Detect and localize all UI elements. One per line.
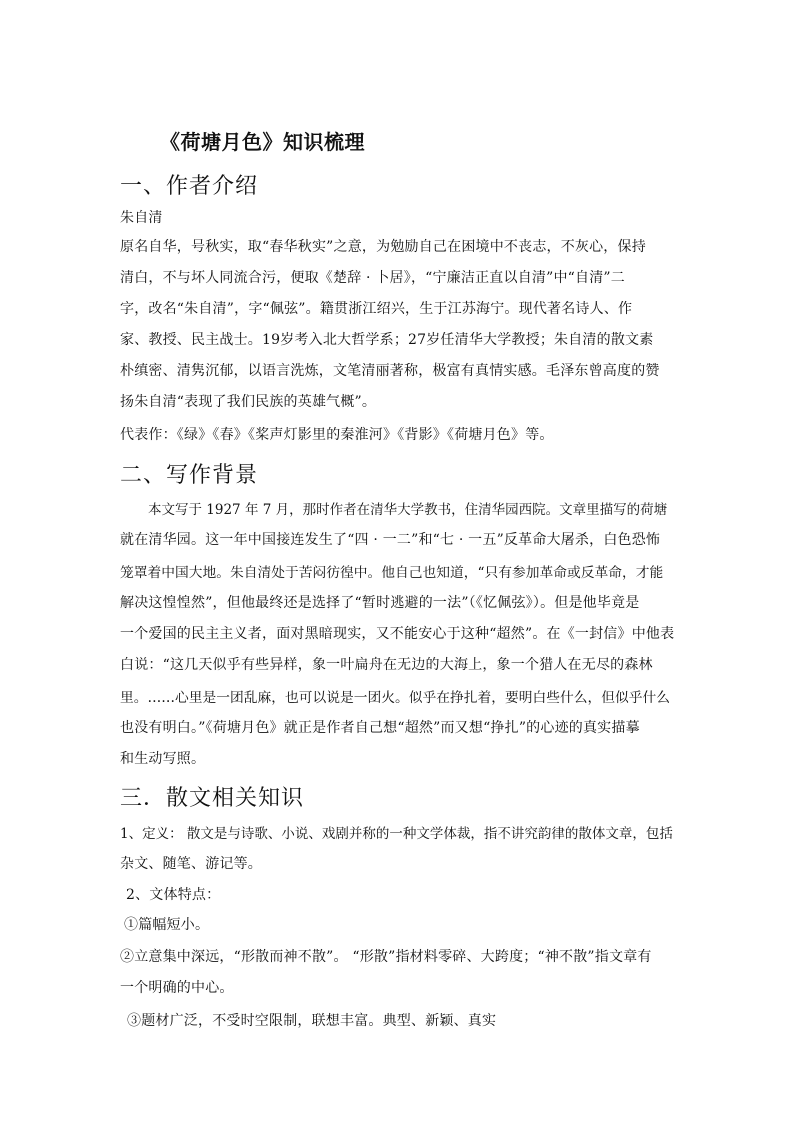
background-line: 笼罩着中国大地。朱自清处于苦闷彷徨中。他自己也知道，“只有参加革命或反革命，才能 [120,565,664,581]
prose-feature-2-line: 一个明确的中心。 [120,980,234,996]
prose-definition-line: 1、定义： 散文是与诗歌、小说、戏剧并称的一种文学体裁，指不讲究韵律的散体文章，包括 [120,826,673,842]
background-line: 和生动写照。 [120,751,206,767]
section-heading-background: 二、写作背景 [120,463,259,488]
background-line: 也没有明白。”《荷塘月色》就正是作者自己想“超然”而又想“挣扎”的心迹的真实描摹 [120,720,640,736]
prose-feature-3: ③题材广泛，不受时空限制，联想丰富。典型、新颖、真实 [127,1013,497,1029]
background-line: 一个爱国的民主主义者，面对黑暗现实，又不能安心于这种“超然”。在《一封信》中他表 [120,626,675,642]
author-works: 代表作：《绿》《春》《桨声灯影里的秦淮河》《背影》《荷塘月色》等。 [120,427,554,443]
author-bio-line: 原名自华，号秋实，取“春华秋实”之意，为勉励自己在困境中不丧志，不灰心，保持 [120,239,646,255]
prose-feature-1: ①篇幅短小。 [124,917,210,933]
document-title: 《荷塘月色》知识梳理 [160,130,365,154]
section-heading-author: 一、作者介绍 [120,174,259,199]
author-bio-line: 朴缜密、清隽沉郁，以语言洗炼，文笔清丽著称，极富有真情实感。毛泽东曾高度的赞 [120,363,660,379]
background-line: 白说：“这几天似乎有些异样，象一叶扁舟在无边的大海上，象一个猎人在无尽的森林 [120,657,653,673]
prose-definition-line: 杂文、随笔、游记等。 [120,856,262,872]
background-line: 里。……心里是一团乱麻，也可以说是一团火。似乎在挣扎着，要明白些什么，但似乎什么 [120,690,671,706]
background-line: 本文写于 1927 年 7 月，那时作者在清华大学教书，住清华园西院。文章里描写的荷塘 [148,502,668,518]
author-bio-line: 家、教授、民主战士。19岁考入北大哲学系；27岁任清华大学教授；朱自清的散文素 [120,332,654,348]
prose-feature-2-line: ②立意集中深远，“形散而神不散”。 “形散”指材料零碎、大跨度；“神不散”指文章有 [120,949,652,965]
section-heading-prose: 三．散文相关知识 [120,786,305,811]
author-bio-line: 扬朱自清“表现了我们民族的英雄气概”。 [120,394,377,410]
background-line: 解决这惶惶然”，但他最终还是选择了“暂时逃避的一法”（《忆佩弦》）。但是他毕竟是 [120,595,640,611]
background-line: 就在清华园。这一年中国接连发生了“四 · 一二”和“七 · 一五”反革命大屠杀，白色恐怖 [120,532,661,548]
prose-features-label: 2、文体特点： [126,887,221,903]
author-name: 朱自清 [120,210,163,226]
author-bio-line: 清白，不与坏人同流合污，便取《楚辞 · 卜居》，“宁廉洁正直以自清”中“自清”二 [120,270,625,286]
author-bio-line: 字，改名“朱自清”，字“佩弦”。籍贯浙江绍兴，生于江苏海宁。现代著名诗人、作 [120,301,633,317]
